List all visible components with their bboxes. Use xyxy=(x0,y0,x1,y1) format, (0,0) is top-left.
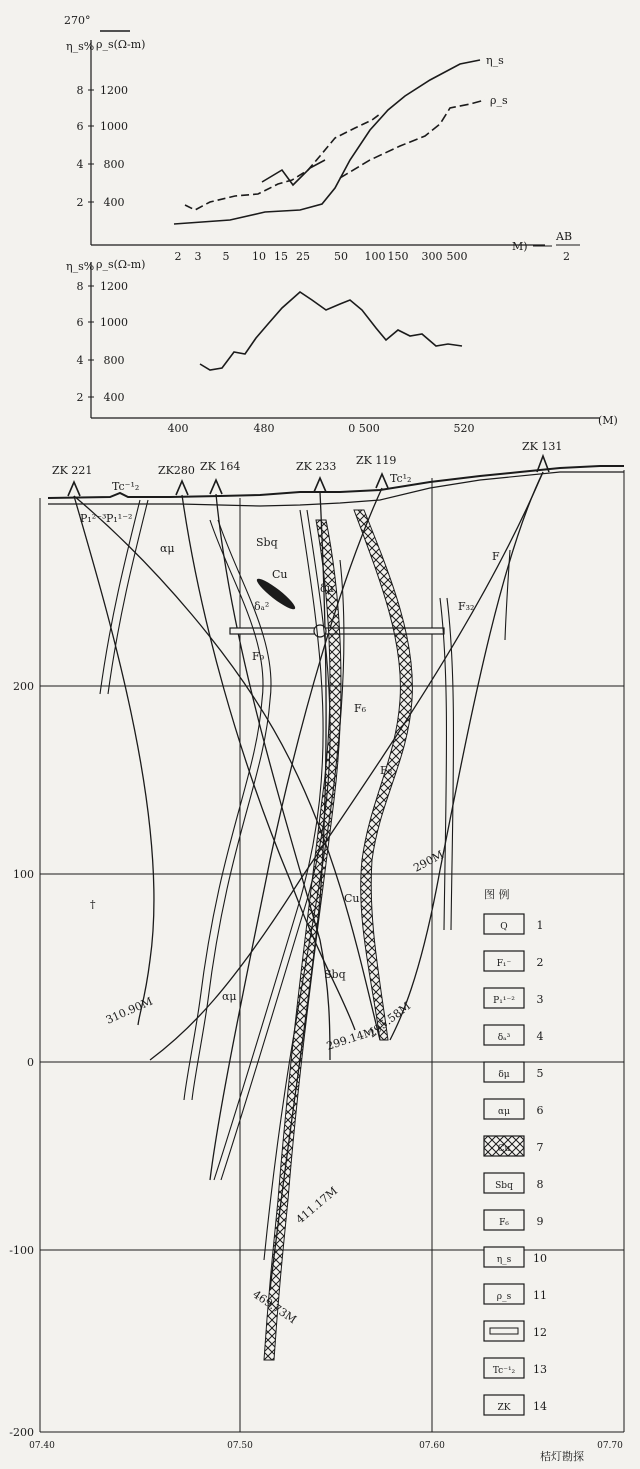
label-f32: F₃₂ xyxy=(458,600,475,613)
profile-curve xyxy=(200,292,462,370)
legend-number: 6 xyxy=(536,1104,544,1117)
profile-y-tick-right: 1000 xyxy=(100,316,128,329)
section-x-tick: 07.60 xyxy=(419,1441,445,1451)
legend-symbol: Sbq xyxy=(495,1181,513,1191)
top-y-tick-right: 1200 xyxy=(100,84,128,97)
top-x-tick: 3 xyxy=(194,250,202,263)
profile-y-tick-left: 4 xyxy=(76,354,84,367)
elevation-tick: -200 xyxy=(9,1426,34,1439)
profile-y-tick-right: 1200 xyxy=(100,280,128,293)
borehole-label-zk221: ZK 221 xyxy=(52,464,93,477)
depth-310-90: 310.90M xyxy=(103,994,155,1027)
formation-p1-a: P₁²⁻³ xyxy=(80,512,107,525)
top-x-tick: 25 xyxy=(296,250,310,263)
label-cu: Cu xyxy=(272,568,288,581)
legend-symbol: ZK xyxy=(497,1403,511,1413)
cu-orebody-main xyxy=(264,520,341,1360)
depth-290: 290M xyxy=(411,848,446,875)
legend-symbol: δμ xyxy=(498,1070,510,1080)
section-x-tick: 07.50 xyxy=(227,1441,253,1451)
formation-tc-b: Tc¹₂ xyxy=(390,472,412,485)
top-x-tick: 500 xyxy=(446,250,468,263)
legend xyxy=(484,887,547,1415)
top-x-fraction-den: 2 xyxy=(563,250,570,263)
legend-symbol: ρ_s xyxy=(496,1292,512,1302)
label-sbq: Sbq xyxy=(256,536,278,549)
legend-number: 10 xyxy=(533,1252,547,1265)
label-f: F xyxy=(492,550,500,563)
legend-number: 11 xyxy=(533,1289,547,1302)
label-alpha-mu: αμ xyxy=(160,542,175,555)
elevation-ticks xyxy=(9,680,34,1439)
dykes xyxy=(100,500,510,1260)
section-x-ticks xyxy=(29,1441,623,1451)
label-f8: F₈ xyxy=(380,764,393,777)
top-y-tick-right: 400 xyxy=(103,196,125,209)
profile-x-tick: 480 xyxy=(253,422,275,435)
profile-y-tick-right: 400 xyxy=(103,391,125,404)
top-y-label-1: η_s% xyxy=(66,40,95,53)
watermark: 桔灯勘探 xyxy=(540,1450,584,1463)
top-x-ticks xyxy=(175,250,468,263)
top-y-tick-right: 1000 xyxy=(100,120,128,133)
profile-x-tick: 0 500 xyxy=(348,422,380,435)
legend-title: 图 例 xyxy=(484,888,510,901)
elevation-tick: 0 xyxy=(27,1056,34,1069)
rho-curve-upper xyxy=(340,100,485,178)
legend-symbol: F₁⁻ xyxy=(496,959,512,969)
depth-411-17: 411.17M xyxy=(293,1184,341,1227)
top-y-tick-left: 6 xyxy=(76,120,84,133)
legend-number: 1 xyxy=(536,919,544,932)
top-y-tick-left: 4 xyxy=(76,158,84,171)
label-alpha-mu-lower: αμ xyxy=(222,990,237,1003)
elevation-tick: 100 xyxy=(13,868,34,881)
profile-chart xyxy=(66,258,618,435)
profile-y-tick-left: 8 xyxy=(76,280,84,293)
rho-curve-dash xyxy=(185,114,380,210)
top-x-tick: 10 xyxy=(252,250,266,263)
legend-symbol: η_s xyxy=(496,1255,512,1265)
legend-number: 2 xyxy=(536,956,544,969)
top-y-tick-left: 8 xyxy=(76,84,84,97)
legend-symbol: Tc⁻¹₂ xyxy=(492,1366,516,1376)
top-x-tick: 300 xyxy=(421,250,443,263)
cross-section xyxy=(9,440,624,1451)
sounding-curve-chart xyxy=(64,14,580,263)
label-delta-mu: δμ xyxy=(320,582,334,595)
eta-series-label: η_s xyxy=(486,54,504,67)
depth-469-73: 469.73M xyxy=(250,1287,299,1327)
legend-number: 13 xyxy=(533,1363,547,1376)
borehole-label-zk164: ZK 164 xyxy=(200,460,241,473)
borehole-label-zk280: ZK280 xyxy=(158,464,195,477)
profile-x-tick: 520 xyxy=(453,422,475,435)
borehole-label-zk233: ZK 233 xyxy=(296,460,337,473)
top-y-ticks xyxy=(77,84,129,209)
top-x-tick: 5 xyxy=(222,250,230,263)
profile-y-tick-left: 2 xyxy=(76,391,84,404)
label-dagger: † xyxy=(90,898,96,911)
elevation-tick: 200 xyxy=(13,680,34,693)
profile-x-tick: 400 xyxy=(167,422,189,435)
label-f9: F₉ xyxy=(252,650,265,663)
profile-y-label-1: η_s% xyxy=(66,260,95,273)
top-corner-label: 270° xyxy=(64,14,91,27)
legend-symbol: δₐ³ xyxy=(497,1033,511,1043)
legend-number: 12 xyxy=(533,1326,547,1339)
top-x-tick: 100 xyxy=(364,250,386,263)
profile-x-ticks xyxy=(168,422,475,435)
legend-symbol: αμ xyxy=(498,1107,510,1117)
top-x-tick: 2 xyxy=(174,250,182,263)
rho-series-label: ρ_s xyxy=(490,94,508,107)
label-delta-a: δₐ² xyxy=(254,600,270,613)
top-y-tick-right: 800 xyxy=(103,158,125,171)
top-x-tick: 50 xyxy=(334,250,348,263)
depth-299-14: 299.14M xyxy=(324,1025,377,1053)
borehole-label-zk131: ZK 131 xyxy=(522,440,563,453)
rho-curve-solid xyxy=(262,160,325,185)
legend-symbol: P₁¹⁻² xyxy=(493,996,515,1006)
profile-y-ticks xyxy=(77,280,129,404)
legend-symbol: Cu xyxy=(497,1144,511,1154)
borehole-traces xyxy=(74,472,543,1290)
legend-items xyxy=(484,914,547,1415)
profile-y-tick-right: 800 xyxy=(103,354,125,367)
legend-number: 3 xyxy=(536,993,544,1006)
top-x-tick: 150 xyxy=(387,250,409,263)
profile-y-tick-left: 6 xyxy=(76,316,84,329)
legend-number: 14 xyxy=(533,1400,547,1413)
profile-x-label: (M) xyxy=(598,414,618,427)
elevation-tick: -100 xyxy=(9,1244,34,1257)
formation-p1-b: P₁¹⁻² xyxy=(106,512,133,525)
label-f6: F₆ xyxy=(354,702,367,715)
top-x-fraction-num: AB xyxy=(556,230,573,243)
depth-295-58: 295.58M xyxy=(365,999,414,1041)
legend-number: 7 xyxy=(536,1141,544,1154)
top-y-label-2: ρ_s(Ω-m) xyxy=(96,38,146,51)
top-x-label: M) xyxy=(512,240,528,253)
borehole-label-zk119: ZK 119 xyxy=(356,454,397,467)
top-x-tick: 15 xyxy=(274,250,288,263)
legend-symbol: F₆ xyxy=(499,1218,509,1228)
legend-symbol: Q xyxy=(500,922,508,932)
legend-number: 4 xyxy=(536,1030,544,1043)
label-cu-lower: Cu xyxy=(344,892,360,905)
top-y-tick-left: 2 xyxy=(76,196,84,209)
section-x-tick: 07.40 xyxy=(29,1441,55,1451)
legend-number: 9 xyxy=(536,1215,544,1228)
profile-y-label-2: ρ_s(Ω-m) xyxy=(96,258,146,271)
legend-number: 5 xyxy=(536,1067,544,1080)
label-sbq-lower: Sbq xyxy=(324,968,346,981)
section-x-tick: 07.70 xyxy=(597,1441,623,1451)
formation-tc-a: Tc⁻¹₂ xyxy=(112,480,140,493)
legend-number: 8 xyxy=(536,1178,544,1191)
